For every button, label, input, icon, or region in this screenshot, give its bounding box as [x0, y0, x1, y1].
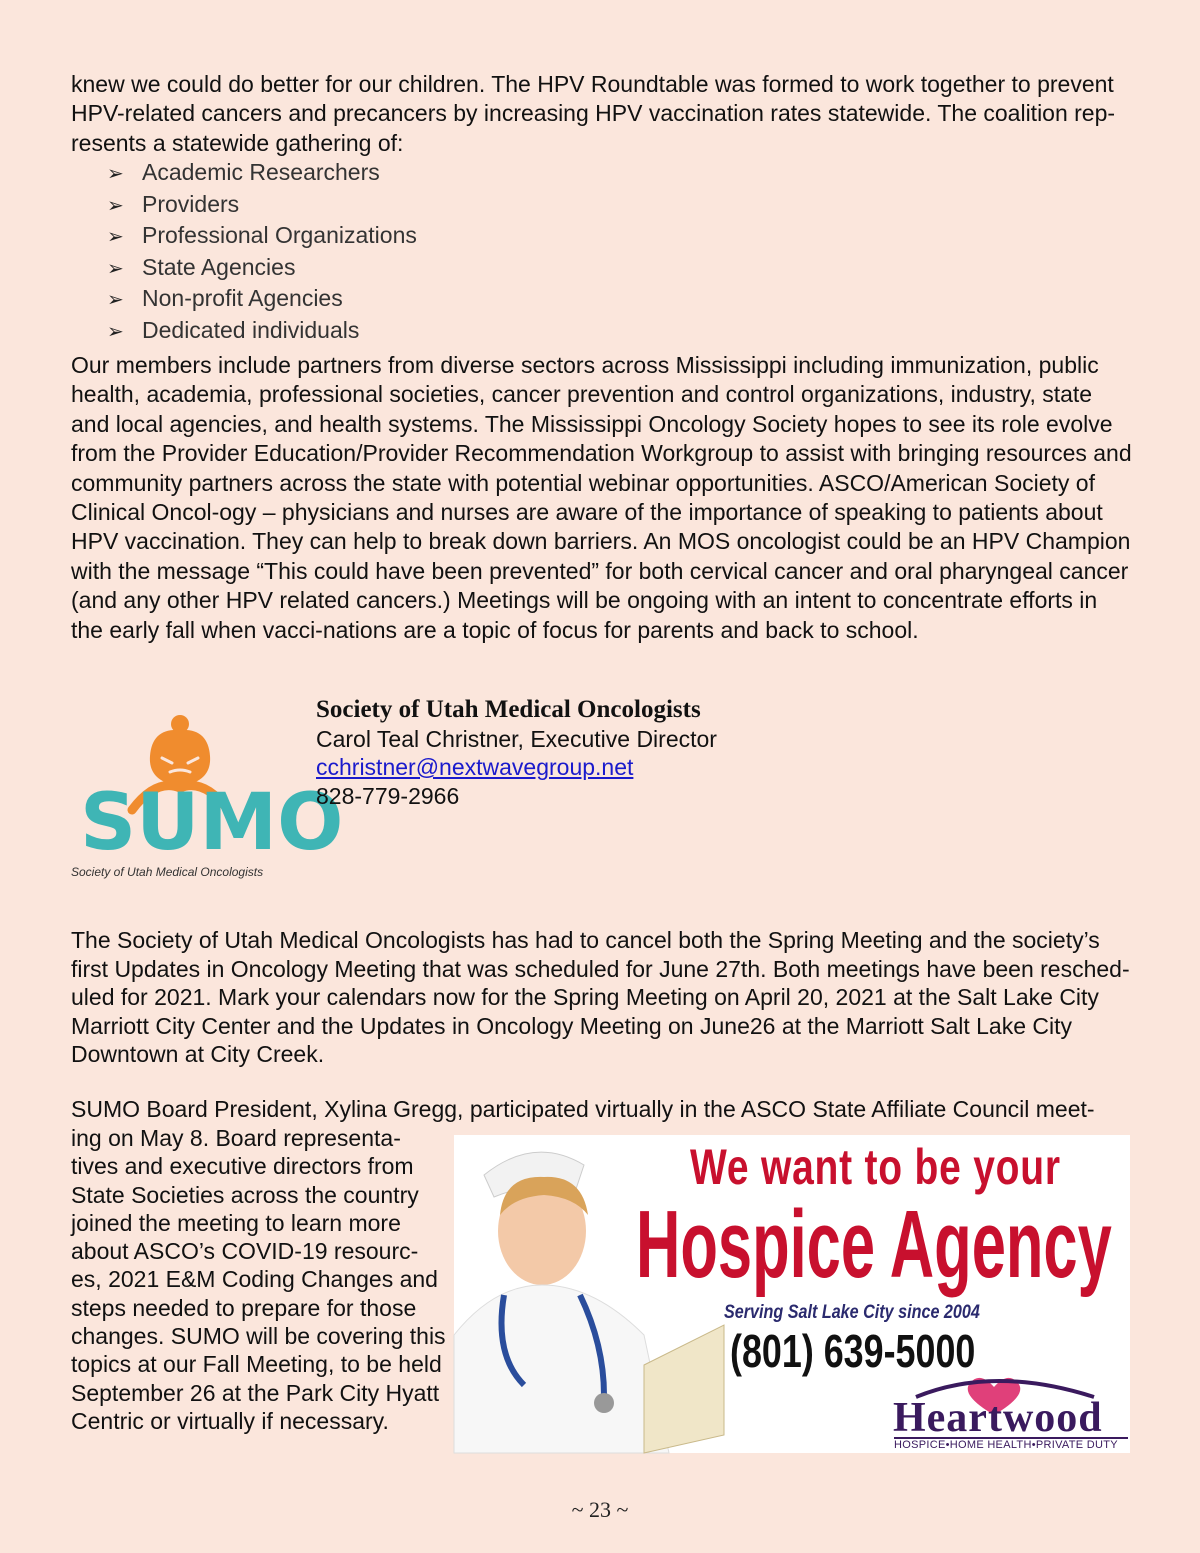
list-item: ➢ Providers: [107, 190, 417, 222]
members-paragraph: Our members include partners from diverse sectors across Mississippi including immunization, public health, academia, professional societies, cancer prevention and control organizations, industry, state and local agencies, and health systems. The Mississippi Oncology Society hopes to see its role evolve from the Provider Education/Provider Recommendation Workgroup to assist with bringing resources and community partners across the state with potential webinar opportunities. ASCO/American Society of Clinical Oncol-ogy – physicians and nurses are aware of the importance of speaking to patients about HPV vaccination. They can help to break down barriers. An MOS oncologist could be an HPV Champion with the message “This could have been prevented” for both cervical cancer and oral pharyngeal cancer (and any other HPV related cancers.) Meetings will be ongoing with an intent to concentrate efforts in the early fall when vacci-nations are a topic of focus for parents and back to school.: [71, 352, 1132, 643]
list-item: ➢ Dedicated individuals: [107, 316, 417, 348]
ad-tagline: Serving Salt Lake City since 2004: [724, 1302, 980, 1323]
org-contact-person: Carol Teal Christner, Executive Director: [316, 725, 717, 752]
list-item: ➢ State Agencies: [107, 253, 417, 285]
ad-headline-large: Hospice Agency: [636, 1191, 1112, 1298]
arrow-bullet-icon: ➢: [107, 289, 124, 311]
arrow-bullet-icon: ➢: [107, 257, 124, 280]
arrow-bullet-icon: ➢: [107, 320, 124, 343]
list-item: ➢ Non-profit Agencies: [107, 284, 417, 316]
member-bullet-list: [107, 158, 417, 347]
board-paragraph: ing on May 8. Board representa-tives and executive directors from State Societies across the country joined the meeting to learn more about ASCO’s COVID-19 resourc-es, 2021 E&M Coding Changes and steps needed to prepare for those changes. SUMO will be covering this topics at our Fall Meeting, to be held September 26 at the Park City Hyatt Centric or virtually if necessary.: [71, 1125, 446, 1434]
org-phone: 828-779-2966: [316, 782, 460, 809]
arrow-bullet-icon: ➢: [107, 226, 124, 248]
org-name: Society of Utah Medical Oncologists: [316, 696, 701, 723]
org-email-link[interactable]: cchristner@nextwavegroup.net: [316, 754, 634, 780]
org-contact-block: [316, 696, 717, 810]
ad-headline-small: We want to be your: [690, 1139, 1061, 1195]
ad-brand-subtitle: HOSPICE•HOME HEALTH•PRIVATE DUTY: [894, 1437, 1128, 1451]
ad-brand-name: Heartwood: [893, 1395, 1103, 1441]
sumo-figure-icon: [68, 714, 344, 884]
list-item: ➢ Professional Organizations: [107, 221, 417, 253]
logo-caption: Society of Utah Medical Oncologists: [71, 865, 264, 879]
svg-text:SUMO: SUMO: [80, 778, 344, 868]
intro-paragraph: knew we could do better for our children. The HPV Roundtable was formed to work together to prevent HPV-related cancers and precancers by increasing HPV vaccination rates statewide. The coalition rep-resents a statewide gathering of:: [71, 71, 1116, 156]
cancel-paragraph: The Society of Utah Medical Oncologists has had to cancel both the Spring Meeting and the society’s first Updates in Oncology Meeting that was scheduled for June 27th. Both meetings have been resched-uled for 2021. Mark your calendars now for the Spring Meeting on April 20, 2021 at the Salt Lake City Marriott City Center and the Updates in Oncology Meeting on June26 at the Marriott Salt Lake City Downtown at City Creek.: [71, 927, 1130, 1067]
ad-phone: (801) 639-5000: [730, 1325, 976, 1377]
sumo-logo: [68, 714, 344, 884]
arrow-bullet-icon: ➢: [107, 194, 124, 217]
page-number: ~ 23 ~: [571, 1497, 629, 1522]
arrow-bullet-icon: ➢: [107, 163, 124, 185]
board-paragraph-line1: SUMO Board President, Xylina Gregg, participated virtually in the ASCO State Affiliate Council meet-: [71, 1096, 1095, 1122]
list-item: ➢ Academic Researchers: [107, 158, 417, 190]
